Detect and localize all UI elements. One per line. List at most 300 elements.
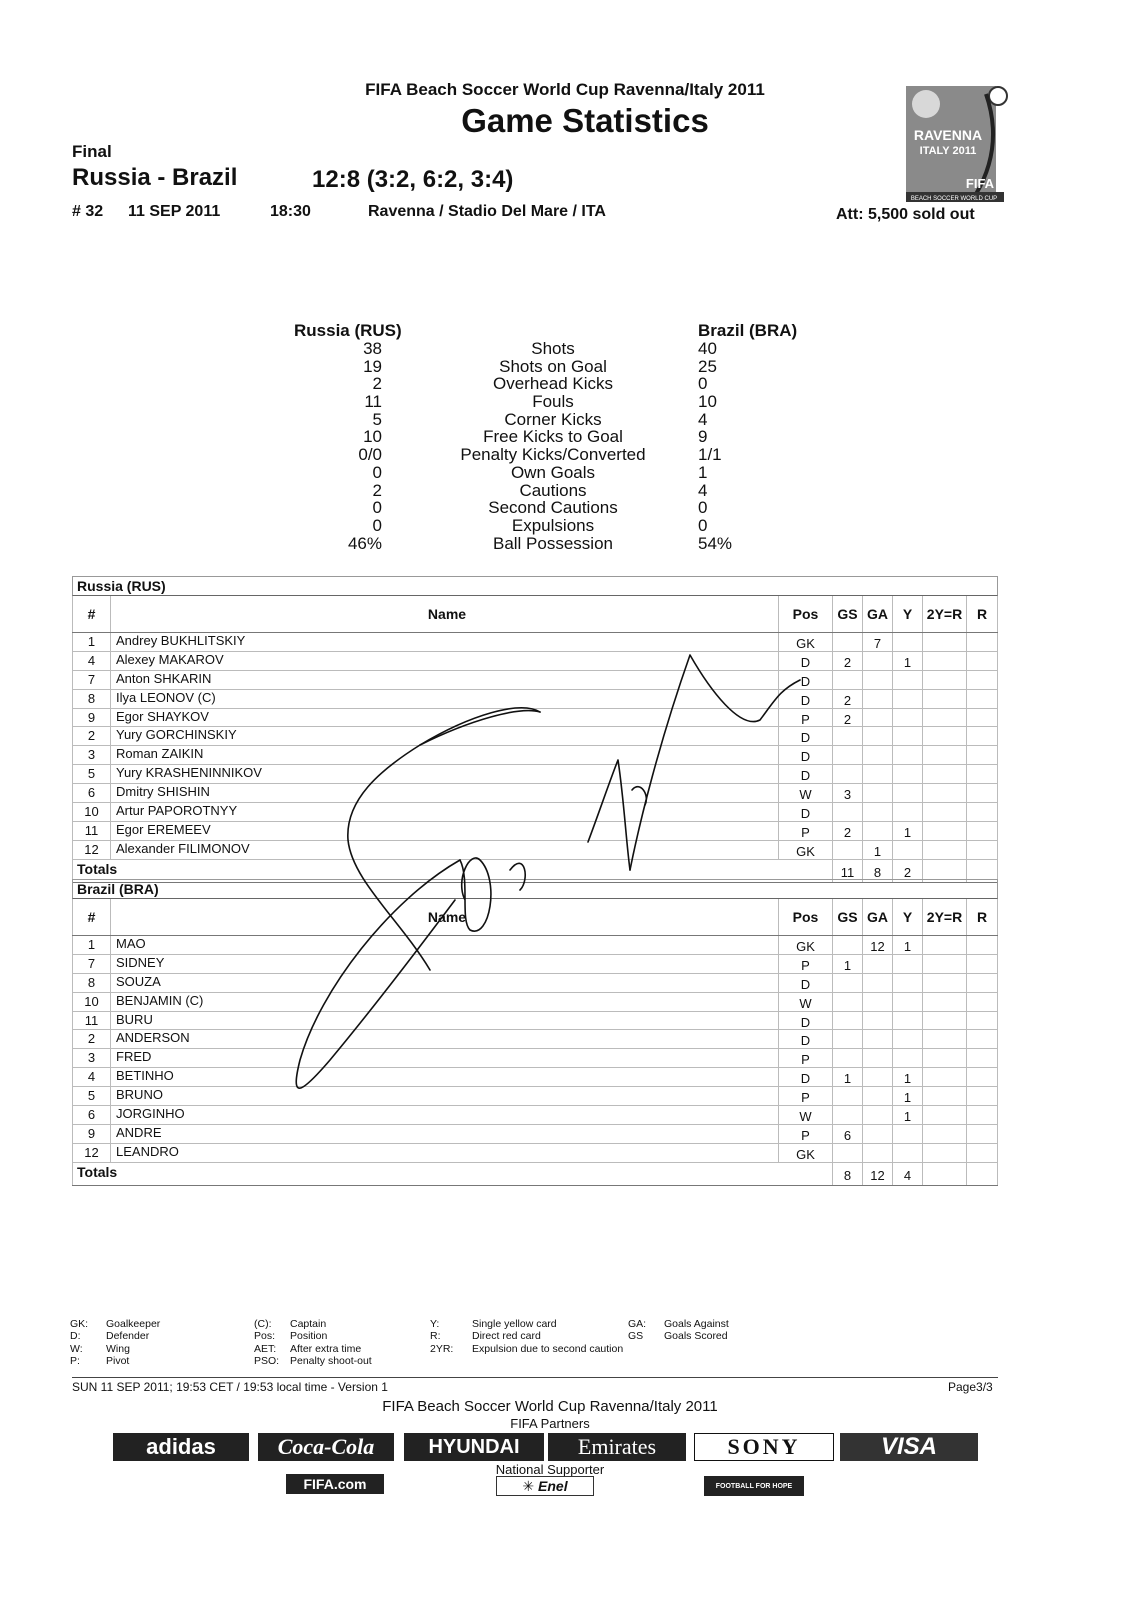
player-second-yellow	[922, 803, 966, 821]
player-number: 3	[72, 1049, 110, 1067]
legend-entry	[430, 1318, 623, 1330]
player-row	[72, 993, 998, 1012]
away-stat-value: 0	[698, 498, 708, 518]
player-position: P	[778, 822, 832, 840]
player-second-yellow	[922, 993, 966, 1011]
player-name: Andrey BUKHLITSKIY	[110, 633, 778, 651]
player-goals-against	[862, 671, 892, 689]
stat-label: Corner Kicks	[504, 409, 602, 429]
home-stat-values	[300, 340, 382, 552]
legend-key: (C):	[254, 1318, 272, 1330]
player-second-yellow	[922, 1068, 966, 1086]
legend-entry	[430, 1343, 623, 1355]
player-yellow: 1	[892, 822, 922, 840]
col-gs: GS	[832, 899, 862, 935]
stage-label: Final	[72, 142, 112, 161]
stat-label: Penalty Kicks/Converted	[460, 445, 646, 465]
player-yellow	[892, 1144, 922, 1162]
player-number: 9	[72, 1125, 110, 1143]
player-red	[966, 1049, 998, 1067]
player-position: D	[778, 1030, 832, 1048]
col-ga: GA	[862, 899, 892, 935]
home-stat-value: 46%	[347, 533, 382, 553]
player-goals-scored	[832, 746, 862, 764]
col-y: Y	[892, 596, 922, 632]
player-name: LEANDRO	[110, 1144, 778, 1162]
player-red	[966, 1030, 998, 1048]
legend-positions	[70, 1318, 160, 1367]
legend-value: Wing	[106, 1342, 130, 1355]
player-goals-against	[862, 1049, 892, 1067]
player-yellow	[892, 727, 922, 745]
player-position: P	[778, 1125, 832, 1143]
player-row	[72, 936, 998, 955]
away-stat-values	[698, 340, 798, 552]
player-name: BENJAMIN (C)	[110, 993, 778, 1011]
player-number: 10	[72, 803, 110, 821]
stat-label: Cautions	[519, 480, 587, 500]
player-goals-against	[862, 1012, 892, 1030]
fifa-com-logo: FIFA.com	[286, 1474, 384, 1494]
away-stat-value: 54%	[698, 533, 733, 553]
match-date: 11 SEP 2011	[128, 203, 221, 220]
svg-text:RAVENNA: RAVENNA	[913, 127, 983, 143]
player-yellow	[892, 671, 922, 689]
legend-entry	[628, 1330, 729, 1342]
totals-r	[966, 1163, 998, 1185]
stat-label: Free Kicks to Goal	[483, 427, 623, 447]
legend-key: AET:	[254, 1342, 277, 1355]
player-goals-against: 12	[862, 936, 892, 954]
home-stat-value: 19	[363, 356, 382, 376]
footer-competition: FIFA Beach Soccer World Cup Ravenna/Italy 2011	[382, 1398, 718, 1415]
player-position: D	[778, 671, 832, 689]
player-goals-against	[862, 690, 892, 708]
player-yellow	[892, 765, 922, 783]
away-stat-value: 0	[698, 374, 708, 394]
player-number: 6	[72, 784, 110, 802]
player-yellow	[892, 955, 922, 973]
player-goals-scored	[832, 1144, 862, 1162]
player-position: D	[778, 974, 832, 992]
print-timestamp: SUN 11 SEP 2011; 19:53 CET / 19:53 local time - Version 1	[72, 1380, 388, 1394]
legend-value: Goals Scored	[664, 1330, 728, 1343]
col-y: Y	[892, 899, 922, 935]
player-red	[966, 1106, 998, 1124]
player-number: 4	[72, 1068, 110, 1086]
player-row	[72, 974, 998, 993]
player-name: Yury KRASHENINNIKOV	[110, 765, 778, 783]
player-number: 1	[72, 936, 110, 954]
totals-label: Totals	[72, 860, 832, 882]
player-goals-scored: 1	[832, 955, 862, 973]
player-yellow	[892, 993, 922, 1011]
player-name: Anton SHKARIN	[110, 671, 778, 689]
player-goals-scored	[832, 727, 862, 745]
stat-label: Fouls	[532, 392, 574, 412]
totals-gs: 11	[832, 860, 862, 882]
player-second-yellow	[922, 955, 966, 973]
player-name: ANDERSON	[110, 1030, 778, 1048]
player-red	[966, 1125, 998, 1143]
sponsor-hyundai: HYUNDAI	[404, 1433, 544, 1461]
player-position: GK	[778, 633, 832, 651]
match-venue: Ravenna / Stadio Del Mare / ITA	[368, 203, 606, 220]
away-stat-value: 4	[698, 409, 708, 429]
col-r: R	[966, 596, 998, 632]
player-name: Ilya LEONOV (C)	[110, 690, 778, 708]
legend-value: Direct red card	[472, 1330, 541, 1343]
legend-key: R:	[430, 1330, 441, 1343]
legend-value: Single yellow card	[472, 1318, 557, 1330]
match-score: 12:8 (3:2, 6:2, 3:4)	[312, 166, 514, 193]
player-goals-scored	[832, 1012, 862, 1030]
player-row	[72, 822, 998, 841]
player-number: 2	[72, 727, 110, 745]
legend-key: PSO:	[254, 1354, 280, 1367]
player-number: 10	[72, 993, 110, 1011]
player-row	[72, 727, 998, 746]
player-second-yellow	[922, 746, 966, 764]
match-time: 18:30	[270, 203, 311, 220]
player-name: Egor SHAYKOV	[110, 709, 778, 727]
player-second-yellow	[922, 765, 966, 783]
player-yellow	[892, 1125, 922, 1143]
player-red	[966, 633, 998, 651]
player-goals-scored: 2	[832, 709, 862, 727]
sponsor-sony: SONY	[694, 1433, 834, 1461]
player-name: ANDRE	[110, 1125, 778, 1143]
player-position: P	[778, 955, 832, 973]
player-position: W	[778, 1106, 832, 1124]
player-position: W	[778, 784, 832, 802]
totals-gs: 8	[832, 1163, 862, 1185]
legend-abbrev	[254, 1318, 372, 1367]
home-stat-value: 0	[372, 515, 382, 535]
player-red	[966, 1012, 998, 1030]
player-goals-against	[862, 1144, 892, 1162]
player-goals-against	[862, 1106, 892, 1124]
player-goals-against	[862, 709, 892, 727]
player-goals-scored: 3	[832, 784, 862, 802]
stat-label: Shots on Goal	[499, 356, 607, 376]
player-red	[966, 822, 998, 840]
player-red	[966, 765, 998, 783]
player-name: MAO	[110, 936, 778, 954]
russia-player-table	[72, 576, 998, 883]
player-goals-against	[862, 652, 892, 670]
stat-label: Expulsions	[511, 515, 595, 535]
totals-row	[72, 1163, 998, 1186]
player-row	[72, 1030, 998, 1049]
player-name: FRED	[110, 1049, 778, 1067]
national-supporter-label: National Supporter	[495, 1462, 605, 1477]
player-name: Egor EREMEEV	[110, 822, 778, 840]
player-goals-against	[862, 974, 892, 992]
player-name: JORGINHO	[110, 1106, 778, 1124]
player-row	[72, 746, 998, 765]
player-goals-against	[862, 955, 892, 973]
player-row	[72, 690, 998, 709]
player-number: 12	[72, 841, 110, 859]
legend-value: Defender	[106, 1330, 150, 1343]
legend-value: Position	[290, 1330, 328, 1343]
player-goals-against	[862, 784, 892, 802]
player-position: GK	[778, 936, 832, 954]
player-name: Alexander FILIMONOV	[110, 841, 778, 859]
sponsor-visa: VISA	[840, 1433, 978, 1461]
event-logo	[906, 86, 1008, 204]
player-position: P	[778, 709, 832, 727]
player-number: 8	[72, 690, 110, 708]
legend-key: 2YR:	[430, 1342, 454, 1355]
player-name: Yury GORCHINSKIY	[110, 727, 778, 745]
player-yellow: 1	[892, 936, 922, 954]
player-yellow	[892, 974, 922, 992]
svg-text:FIFA: FIFA	[965, 176, 995, 191]
player-row	[72, 1144, 998, 1163]
player-yellow	[892, 1012, 922, 1030]
player-name: Alexey MAKAROV	[110, 652, 778, 670]
competition-title: FIFA Beach Soccer World Cup Ravenna/Italy 2011	[365, 80, 765, 99]
player-second-yellow	[922, 727, 966, 745]
player-goals-scored	[832, 841, 862, 859]
legend-entry	[70, 1355, 160, 1367]
legend-entry	[70, 1330, 160, 1342]
player-position: D	[778, 727, 832, 745]
player-second-yellow	[922, 709, 966, 727]
player-position: D	[778, 1068, 832, 1086]
stat-label: Shots	[531, 339, 575, 358]
player-number: 9	[72, 709, 110, 727]
player-goals-against	[862, 765, 892, 783]
player-goals-against	[862, 1030, 892, 1048]
totals-y: 4	[892, 1163, 922, 1185]
player-red	[966, 955, 998, 973]
player-number: 12	[72, 1144, 110, 1162]
away-stat-value: 4	[698, 480, 708, 500]
player-red	[966, 993, 998, 1011]
player-position: GK	[778, 1144, 832, 1162]
legend-value: Goalkeeper	[106, 1318, 161, 1330]
legend-key: GA:	[628, 1318, 647, 1330]
player-position: D	[778, 1012, 832, 1030]
player-number: 11	[72, 822, 110, 840]
player-goals-against	[862, 727, 892, 745]
player-number: 7	[72, 671, 110, 689]
player-yellow: 1	[892, 652, 922, 670]
brazil-player-table	[72, 879, 998, 1186]
player-goals-scored: 2	[832, 690, 862, 708]
player-second-yellow	[922, 841, 966, 859]
player-red	[966, 1087, 998, 1105]
player-name: Roman ZAIKIN	[110, 746, 778, 764]
player-goals-scored	[832, 1106, 862, 1124]
svg-text:ITALY 2011: ITALY 2011	[919, 145, 977, 157]
player-row	[72, 765, 998, 784]
player-yellow: 1	[892, 1087, 922, 1105]
player-yellow	[892, 690, 922, 708]
legend-entry	[254, 1343, 372, 1355]
col-r: R	[966, 899, 998, 935]
player-goals-scored	[832, 1049, 862, 1067]
player-number: 5	[72, 765, 110, 783]
player-name: Artur PAPOROTNYY	[110, 803, 778, 821]
totals-y: 2	[892, 860, 922, 882]
player-second-yellow	[922, 690, 966, 708]
player-second-yellow	[922, 1087, 966, 1105]
legend-key: GK:	[70, 1318, 89, 1330]
legend-value: Captain	[290, 1318, 327, 1330]
legend-value: After extra time	[290, 1342, 362, 1355]
player-row	[72, 1087, 998, 1106]
player-red	[966, 936, 998, 954]
away-stat-value: 0	[698, 515, 708, 535]
player-goals-against	[862, 1087, 892, 1105]
away-stat-value: 10	[698, 392, 717, 412]
player-goals-scored	[832, 993, 862, 1011]
player-row	[72, 671, 998, 690]
col-2yr: 2Y=R	[922, 596, 966, 632]
player-number: 3	[72, 746, 110, 764]
partners-label: FIFA Partners	[510, 1416, 590, 1431]
player-second-yellow	[922, 1144, 966, 1162]
player-name: BETINHO	[110, 1068, 778, 1086]
player-second-yellow	[922, 1106, 966, 1124]
player-name: BRUNO	[110, 1087, 778, 1105]
player-second-yellow	[922, 974, 966, 992]
player-second-yellow	[922, 633, 966, 651]
player-goals-scored	[832, 1030, 862, 1048]
player-row	[72, 784, 998, 803]
player-position: D	[778, 690, 832, 708]
table-header	[72, 899, 998, 936]
match-teams: Russia - Brazil	[72, 164, 238, 191]
legend-value: Expulsion due to second caution	[472, 1342, 624, 1355]
legend-entry	[254, 1355, 372, 1367]
sponsor-adidas: adidas	[113, 1433, 249, 1461]
player-goals-against: 7	[862, 633, 892, 651]
player-row	[72, 1049, 998, 1068]
player-second-yellow	[922, 1012, 966, 1030]
player-red	[966, 784, 998, 802]
player-row	[72, 955, 998, 974]
player-number: 7	[72, 955, 110, 973]
legend-entry	[628, 1318, 729, 1330]
player-red	[966, 671, 998, 689]
player-yellow: 1	[892, 1106, 922, 1124]
player-yellow	[892, 633, 922, 651]
home-stat-value: 2	[372, 480, 382, 500]
home-stat-value: 10	[363, 427, 382, 447]
player-row	[72, 709, 998, 728]
player-name: SIDNEY	[110, 955, 778, 973]
legend-value: Goals Against	[664, 1318, 729, 1330]
player-number: 5	[72, 1087, 110, 1105]
player-goals-against	[862, 993, 892, 1011]
document-title: Game Statistics	[461, 102, 709, 139]
player-position: D	[778, 746, 832, 764]
player-name: BURU	[110, 1012, 778, 1030]
home-stat-value: 0	[372, 462, 382, 482]
player-number: 2	[72, 1030, 110, 1048]
legend-entry	[430, 1330, 623, 1342]
player-position: GK	[778, 841, 832, 859]
player-red	[966, 652, 998, 670]
home-stat-value: 0	[372, 498, 382, 518]
legend-cards	[430, 1318, 623, 1355]
player-red	[966, 746, 998, 764]
enel-icon: ✳	[522, 1478, 539, 1494]
col-name: Name	[110, 596, 778, 632]
player-position: P	[778, 1087, 832, 1105]
player-yellow	[892, 709, 922, 727]
player-goals-scored: 2	[832, 652, 862, 670]
player-red	[966, 709, 998, 727]
svg-text:BEACH SOCCER WORLD CUP: BEACH SOCCER WORLD CUP	[910, 196, 998, 202]
player-yellow	[892, 1049, 922, 1067]
player-yellow	[892, 803, 922, 821]
home-stat-value: 38	[363, 339, 382, 358]
player-red	[966, 803, 998, 821]
col-ga: GA	[862, 596, 892, 632]
player-yellow	[892, 841, 922, 859]
col-num: #	[72, 596, 110, 632]
table-title: Brazil (BRA)	[72, 879, 998, 899]
player-second-yellow	[922, 822, 966, 840]
stat-labels	[440, 340, 666, 552]
player-goals-scored: 2	[832, 822, 862, 840]
player-yellow	[892, 746, 922, 764]
player-goals-scored: 6	[832, 1125, 862, 1143]
player-second-yellow	[922, 1049, 966, 1067]
player-second-yellow	[922, 1030, 966, 1048]
stat-label: Overhead Kicks	[493, 374, 613, 394]
player-red	[966, 841, 998, 859]
player-second-yellow	[922, 671, 966, 689]
col-num: #	[72, 899, 110, 935]
player-number: 6	[72, 1106, 110, 1124]
player-goals-scored: 1	[832, 1068, 862, 1086]
player-name: SOUZA	[110, 974, 778, 992]
away-team-name: Brazil (BRA)	[698, 321, 798, 340]
player-goals-scored	[832, 765, 862, 783]
player-goals-scored	[832, 633, 862, 651]
player-goals-scored	[832, 974, 862, 992]
legend-key: Pos:	[254, 1330, 276, 1343]
legend-value: Pivot	[106, 1354, 130, 1367]
player-position: D	[778, 765, 832, 783]
totals-label: Totals	[72, 1163, 832, 1185]
player-red	[966, 1144, 998, 1162]
home-stat-value: 0/0	[358, 445, 382, 465]
legend-key: W:	[70, 1342, 83, 1355]
col-pos: Pos	[778, 899, 832, 935]
table-title: Russia (RUS)	[72, 576, 998, 596]
player-second-yellow	[922, 936, 966, 954]
player-goals-scored	[832, 803, 862, 821]
legend-entry	[254, 1330, 372, 1342]
away-stat-value: 40	[698, 339, 717, 358]
player-position: D	[778, 803, 832, 821]
legend-key: GS	[628, 1330, 644, 1343]
player-row	[72, 633, 998, 652]
player-red	[966, 727, 998, 745]
col-pos: Pos	[778, 596, 832, 632]
player-row	[72, 652, 998, 671]
footer-divider	[72, 1377, 998, 1378]
player-goals-against	[862, 1068, 892, 1086]
